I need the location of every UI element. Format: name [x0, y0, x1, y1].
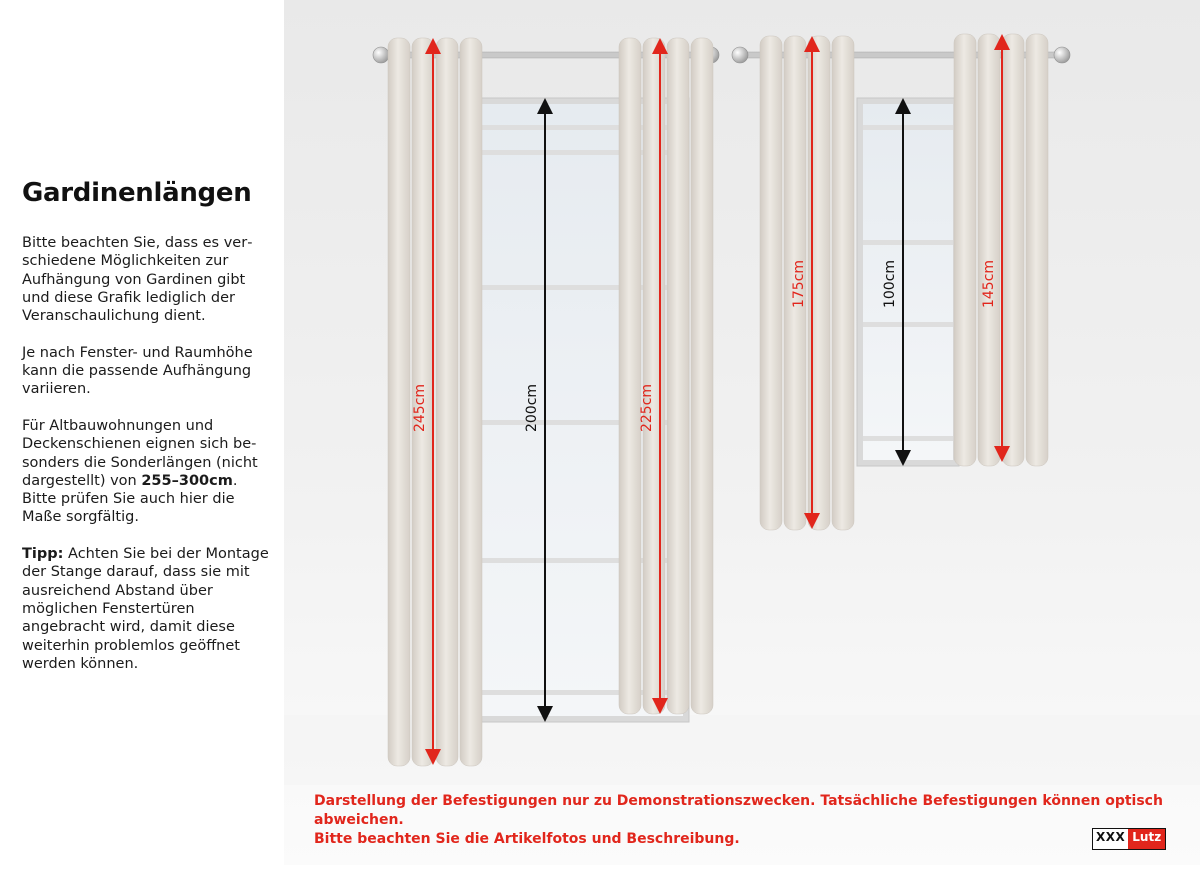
- curtain-panel-right-a-fold-4: [832, 36, 854, 530]
- curtain-panel-right-b-fold-3: [1002, 34, 1024, 466]
- info-paragraph-4: [22, 545, 272, 673]
- short-window-muntin-3: [863, 322, 953, 327]
- dimension-label-1: 245cm: [412, 383, 428, 433]
- curtain-rod-right-finial-right: [1054, 47, 1070, 63]
- page-title: Gardinenlängen: [22, 178, 252, 208]
- curtain-panel-center-fold-2: [643, 38, 665, 714]
- curtain-rod-right-finial-left: [732, 47, 748, 63]
- dimension-label-6: 145cm: [981, 259, 997, 309]
- dimension-label-4: 175cm: [791, 259, 807, 309]
- info-paragraph-4-segment-1: Tipp:: [22, 546, 64, 563]
- short-window-muntin-4: [863, 436, 953, 441]
- info-paragraph-3: [22, 417, 272, 527]
- curtain-panel-right-b-fold-2: [978, 34, 1000, 466]
- info-paragraph-2: [22, 344, 272, 399]
- short-window-glass: [863, 104, 953, 460]
- curtain-illustration: [284, 0, 1200, 865]
- dimension-label-2: 200cm: [524, 383, 540, 433]
- info-paragraph-1: [22, 234, 272, 325]
- info-paragraph-3-segment-2: 255–300cm: [141, 472, 233, 489]
- curtain-panel-center-fold-4: [691, 38, 713, 714]
- curtain-panel-left-fold-3: [436, 38, 458, 766]
- info-paragraph-1-segment-1: Bitte beachten Sie, dass es verschiedene Möglichkeiten zur Aufhängung von Gardinen gibt und diese Grafik lediglich der Veranschaulichung dient.: [22, 235, 253, 325]
- short-window-muntin-2: [863, 240, 953, 245]
- info-paragraph-3-segment-3: . Bitte prüfen Sie auch hier die Maße sorgfältig.: [22, 472, 238, 526]
- curtain-panel-right-a-fold-1: [760, 36, 782, 530]
- curtain-rod-left-finial-left: [373, 47, 389, 63]
- logo-part-lutz: Lutz: [1128, 829, 1165, 849]
- dimension-label-3: 225cm: [639, 383, 655, 433]
- disclaimer-line-2: Bitte beachten Sie die Artikelfotos und Beschreibung.: [314, 831, 740, 847]
- info-paragraph-2-segment-1: Je nach Fenster- und Raumhöhe kann die passende Aufhängung variieren.: [22, 344, 253, 398]
- info-paragraph-4-segment-2: Achten Sie bei der Montage der Stange darauf, dass sie mit ausreichend Abstand über möglichen Fenstertüren angebracht wird, damit diese weiterhin problemlos geöffnet werden können.: [22, 546, 269, 672]
- info-panel: [0, 0, 284, 865]
- curtain-panel-center-fold-1: [619, 38, 641, 714]
- curtain-panel-left-fold-4: [460, 38, 482, 766]
- short-window-muntin-1: [863, 125, 953, 130]
- curtain-diagram: [284, 0, 1200, 865]
- curtain-panel-left-fold-1: [388, 38, 410, 766]
- info-paragraph-3-segment-1: Für Altbauwohnungen und Deckenschienen eignen sich besonders die Sonderlängen (nicht dargestellt) von: [22, 417, 258, 489]
- logo-part-xxx: XXX: [1093, 829, 1128, 849]
- info-text: [22, 234, 272, 691]
- curtain-panel-right-b-fold-4: [1026, 34, 1048, 466]
- dimension-label-5: 100cm: [882, 259, 898, 309]
- curtain-panel-right-b-fold-1: [954, 34, 976, 466]
- disclaimer-line-1: Darstellung der Befestigungen nur zu Demonstrationszwecken. Tatsächliche Befestigungen können optisch abweichen.: [314, 793, 1163, 828]
- curtain-panel-center-fold-3: [667, 38, 689, 714]
- xxxlutz-logo: [1092, 828, 1166, 850]
- disclaimer-text: [314, 792, 1194, 849]
